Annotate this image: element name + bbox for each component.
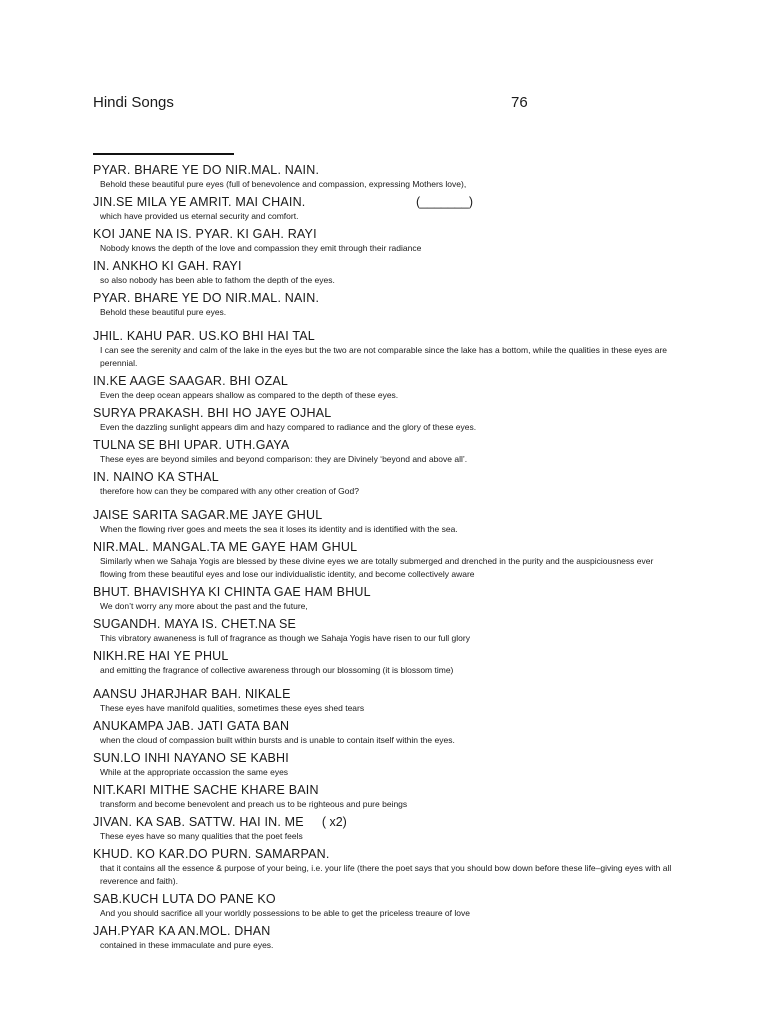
translation-line: I can see the serenity and calm of the lake in the eyes but the two are not comparable since the lake has a bottom, while the qualities in these eyes are perennial.: [100, 345, 667, 368]
lyric-line: NIKH.RE HAI YE PHUL: [93, 649, 229, 663]
lyric-pair: [93, 585, 678, 613]
lyric-line: AANSU JHARJHAR BAH. NIKALE: [93, 687, 291, 701]
lyric-line: NIR.MAL. MANGAL.TA ME GAYE HAM GHUL: [93, 540, 358, 554]
lyric-pair: [93, 508, 678, 536]
lyric-line: JAH.PYAR KA AN.MOL. DHAN: [93, 924, 271, 938]
lyric-pair: [93, 924, 678, 952]
lyric-row: [93, 406, 678, 421]
page-header-title: Hindi Songs: [93, 94, 174, 111]
lyric-line: IN. NAINO KA STHAL: [93, 470, 219, 484]
lyric-line: SURYA PRAKASH. BHI HO JAYE OJHAL: [93, 406, 332, 420]
lyric-row: [93, 585, 678, 600]
lyric-row: [93, 508, 678, 523]
lyric-line: SUN.LO INHI NAYANO SE KABHI: [93, 751, 289, 765]
lyric-row: [93, 470, 678, 485]
lyric-row: [93, 617, 678, 632]
lyric-pair: [93, 540, 678, 581]
header-rule: [93, 153, 234, 155]
lyric-line: KOI JANE NA IS. PYAR. KI GAH. RAYI: [93, 227, 317, 241]
lyric-pair: [93, 751, 678, 779]
lyric-pair: [93, 329, 678, 370]
lyric-row: [93, 924, 678, 939]
lyric-row: [93, 374, 678, 389]
lyric-pair: [93, 470, 678, 498]
song-content: [93, 163, 678, 962]
lyric-line: NIT.KARI MITHE SACHE KHARE BAIN: [93, 783, 319, 797]
lyric-row: [93, 259, 678, 274]
lyric-pair: [93, 163, 678, 191]
lyric-row: [93, 649, 678, 664]
translation-line: and emitting the fragrance of collective awareness through our blossoming (it is blossom time): [100, 665, 454, 675]
lyric-line: PYAR. BHARE YE DO NIR.MAL. NAIN.: [93, 291, 320, 305]
lyric-row: [93, 195, 678, 210]
lyric-row: [93, 540, 678, 555]
stanza: [93, 163, 678, 319]
lyric-blank: (_______): [416, 195, 473, 209]
lyric-pair: [93, 227, 678, 255]
lyric-line: IN. ANKHO KI GAH. RAYI: [93, 259, 242, 273]
translation-line: We don’t worry any more about the past and the future,: [100, 601, 308, 611]
lyric-pair: [93, 291, 678, 319]
lyric-pair: [93, 783, 678, 811]
lyric-line: JAISE SARITA SAGAR.ME JAYE GHUL: [93, 508, 323, 522]
translation-line: therefore how can they be compared with any other creation of God?: [100, 486, 359, 496]
lyric-pair: [93, 438, 678, 466]
translation-line: Similarly when we Sahaja Yogis are blessed by these divine eyes we are totally submerged and drenched in the purity and the auspiciousness ever flowing from these beautiful eyes and lose our individualistic identity, and become collectively aware: [100, 556, 654, 579]
lyric-line: KHUD. KO KAR.DO PURN. SAMARPAN.: [93, 847, 330, 861]
translation-line: transform and become benevolent and preach us to be righteous and pure beings: [100, 799, 408, 809]
translation-line: Nobody knows the depth of the love and compassion they emit through their radiance: [100, 243, 422, 253]
lyric-pair: [93, 617, 678, 645]
translation-line: Even the dazzling sunlight appears dim and hazy compared to radiance and the glory of these eyes.: [100, 422, 477, 432]
lyric-row: [93, 815, 678, 830]
lyric-pair: [93, 892, 678, 920]
translation-line: These eyes have so many qualities that the poet feels: [100, 831, 303, 841]
lyric-line: TULNA SE BHI UPAR. UTH.GAYA: [93, 438, 290, 452]
lyric-line: IN.KE AAGE SAAGAR. BHI OZAL: [93, 374, 289, 388]
lyric-row: [93, 687, 678, 702]
translation-line: when the cloud of compassion built within bursts and is unable to contain itself within the eyes.: [100, 735, 455, 745]
stanza: [93, 687, 678, 952]
translation-line: which have provided us eternal security and comfort.: [100, 211, 299, 221]
lyric-pair: [93, 649, 678, 677]
translation-line: Behold these beautiful pure eyes.: [100, 307, 227, 317]
lyric-row: [93, 329, 678, 344]
lyric-pair: [93, 195, 678, 223]
lyric-pair: [93, 815, 678, 843]
lyric-row: [93, 892, 678, 907]
lyric-line: SAB.KUCH LUTA DO PANE KO: [93, 892, 276, 906]
lyric-pair: [93, 847, 678, 888]
lyric-pair: [93, 406, 678, 434]
translation-line: These eyes have manifold qualities, sometimes these eyes shed tears: [100, 703, 365, 713]
translation-line: Even the deep ocean appears shallow as compared to the depth of these eyes.: [100, 390, 399, 400]
lyric-line: ANUKAMPA JAB. JATI GATA BAN: [93, 719, 290, 733]
lyric-row: [93, 783, 678, 798]
lyric-line: JIN.SE MILA YE AMRIT. MAI CHAIN.: [93, 195, 306, 209]
translation-line: Behold these beautiful pure eyes (full of benevolence and compassion, expressing Mothers love),: [100, 179, 467, 189]
lyric-row: [93, 847, 678, 862]
lyric-row: [93, 751, 678, 766]
lyric-line: PYAR. BHARE YE DO NIR.MAL. NAIN.: [93, 163, 320, 177]
page-number: 76: [511, 94, 528, 111]
lyric-row: [93, 438, 678, 453]
lyric-pair: [93, 259, 678, 287]
lyric-line: JIVAN. KA SAB. SATTW. HAI IN. ME: [93, 815, 304, 829]
lyric-row: [93, 291, 678, 306]
translation-line: And you should sacrifice all your worldly possessions to be able to get the priceless treaure of love: [100, 908, 470, 918]
lyric-pair: [93, 374, 678, 402]
stanza: [93, 329, 678, 498]
translation-line: This vibratory awaneness is full of fragrance as though we Sahaja Yogis have risen to our full glory: [100, 633, 470, 643]
repeat-marker: ( x2): [321, 815, 347, 829]
lyric-pair: [93, 687, 678, 715]
translation-line: These eyes are beyond similes and beyond comparison: they are Divinely ‘beyond and above all’.: [100, 454, 468, 464]
translation-line: that it contains all the essence & purpose of your being, i.e. your life (there the poet says that you should bow down before these life–giving eyes with all reverence and faith).: [100, 863, 672, 886]
translation-line: When the flowing river goes and meets the sea it loses its identity and is identified with the sea.: [100, 524, 458, 534]
lyric-row: [93, 227, 678, 242]
lyric-row: [93, 163, 678, 178]
lyric-line: BHUT. BHAVISHYA KI CHINTA GAE HAM BHUL: [93, 585, 371, 599]
lyric-line: JHIL. KAHU PAR. US.KO BHI HAI TAL: [93, 329, 315, 343]
stanza: [93, 508, 678, 677]
translation-line: so also nobody has been able to fathom the depth of the eyes.: [100, 275, 335, 285]
translation-line: contained in these immaculate and pure eyes.: [100, 940, 274, 950]
lyric-line: SUGANDH. MAYA IS. CHET.NA SE: [93, 617, 297, 631]
lyric-pair: [93, 719, 678, 747]
lyric-row: [93, 719, 678, 734]
translation-line: While at the appropriate occassion the same eyes: [100, 767, 289, 777]
